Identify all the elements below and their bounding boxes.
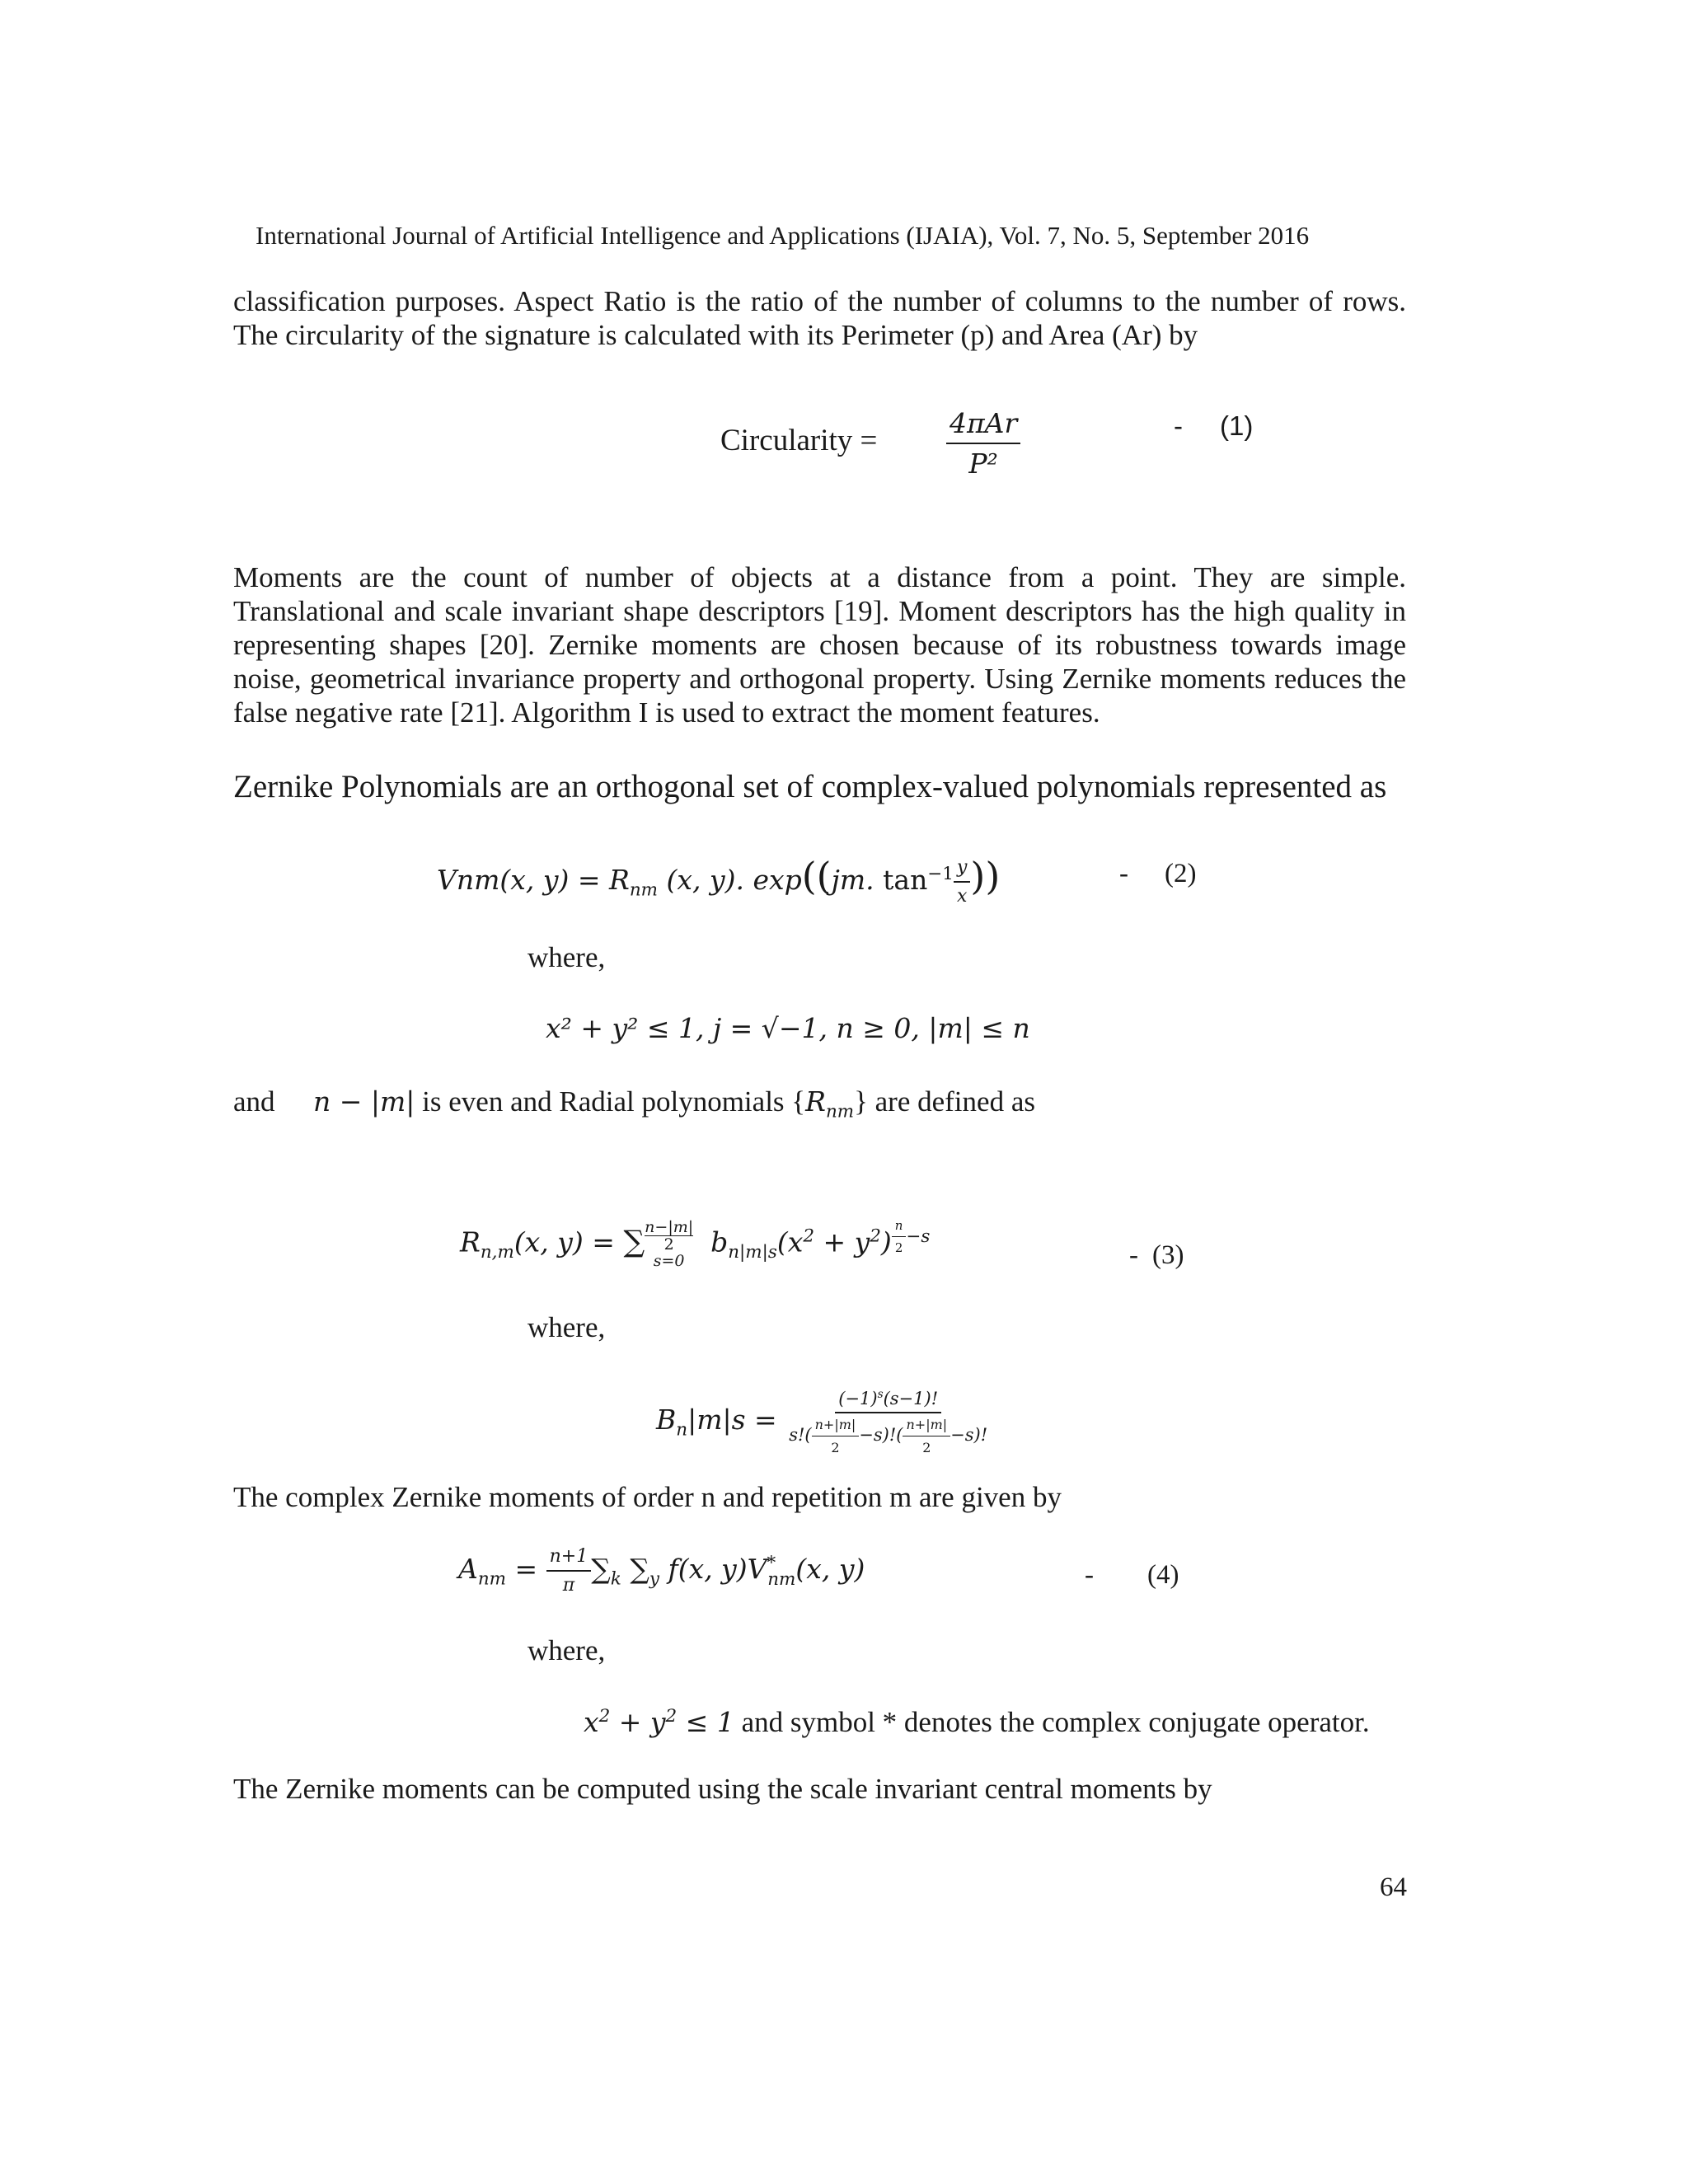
equation-1-dash: - (1174, 410, 1183, 441)
equation-2-dash: - (1119, 859, 1128, 888)
paragraph-moments: Moments are the count of number of objects at a distance from a point. They are simple. Translational and scale invariant shape descriptors [19]. Moment descriptors has the high quality in representing shapes [20]. Zernike moments are chosen because of its robustness towards image noise, geometrical invariance property and orthogonal property. Using Zernike moments reduces the false negative rate [21]. Algorithm I is used to extract the moment features. (233, 561, 1406, 729)
where-label-3: where, (528, 1634, 606, 1666)
equation-2-body: Vnm(x, $y) = R_{nm}$ (x, y). exp((jm. $\tan^{-1}$ $\frac{y}{x}$ )) (437, 854, 1001, 907)
paragraph-zernike-intro: Zernike Polynomials are an orthogonal set of complex-valued polynomials represented as (233, 769, 1387, 804)
radial-polynomials-text: n − |m| is even and Radial polynomials $\{R_{nm}\}$ are defined as (313, 1085, 1035, 1122)
equation-4-dash: - (1085, 1560, 1094, 1590)
running-header: International Journal of Artificial Intelligence and Applications (IJAIA), Vol. 7, No. 5, September 2016 (256, 221, 1310, 250)
radial-text-end: } are defined as (854, 1085, 1035, 1118)
equation-1-fraction (946, 407, 1020, 480)
radial-text-mid: is even and Radial polynomials { (415, 1085, 806, 1118)
paragraph-complex-moments: The complex Zernike moments of order n and repetition m are given by (233, 1481, 1062, 1513)
paragraph-central-moments: The Zernike moments can be computed using the scale invariant central moments by (233, 1773, 1212, 1805)
equation-3-label: (3) (1152, 1240, 1184, 1270)
condition-3: $x^2 + y^2 \le 1$ and symbol * denotes the complex conjugate operator. (584, 1706, 1370, 1738)
b-coefficient-definition: $B_n|m|s$ = $(-1)^s(s-1)$! s!( $\frac{n+|m|}{2}$ −s)!( $\frac{n+|m|}{2}$ −s)! (656, 1388, 988, 1455)
equation-3-dash: - (1129, 1240, 1138, 1270)
equation-4-label: (4) (1147, 1560, 1179, 1590)
paragraph-circularity-intro: classification purposes. Aspect Ratio is the ratio of the number of columns to the number of rows. The circularity of the signature is calculated with its Perimeter (p) and Area (Ar) by (233, 285, 1406, 351)
page-number: 64 (1380, 1872, 1407, 1902)
equation-1-label: (1) (1220, 410, 1254, 441)
and-word: and (233, 1085, 275, 1118)
equation-3-body: $R_{n,m}(x$, y) = ∑ n−|m| 2 s=0 $b_{n|m|s}(x^2 + y^2)$ $^{\frac{n}{2} -s}$ (460, 1218, 931, 1270)
equation-2-label: (2) (1165, 859, 1197, 888)
equation-1-denominator: P² (968, 448, 998, 480)
equation-4-body: $A_{nm}$ = $\frac{n+1}{\pi}$ $\sum_k$ $\sum_y$ f(x, $y)V^*_{nm}(x$, y) (458, 1546, 865, 1596)
equation-1-lhs: Circularity = (720, 424, 878, 457)
condition-1: x² + y² ≤ 1, j = √−1, n ≥ 0, |m| ≤ n (546, 1012, 1030, 1044)
where-label-2: where, (528, 1311, 606, 1343)
equation-1-numerator: 4πAr (946, 407, 1020, 444)
condition-3-text: and symbol * denotes the complex conjugate operator. (734, 1706, 1370, 1738)
where-label-1: where, (528, 941, 606, 973)
